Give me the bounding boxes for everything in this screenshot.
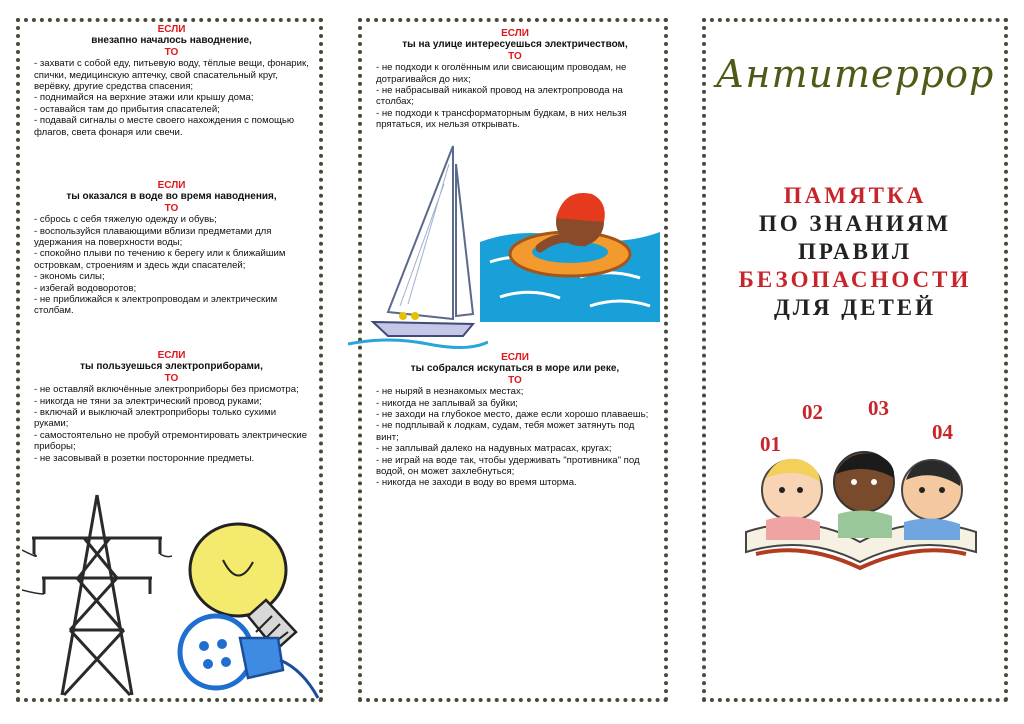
swimming-child-icon: [480, 182, 660, 322]
number-03: 03: [868, 396, 889, 420]
list-item: - не подходи к трансформаторным будкам, в них нельзя прятаться, их нельзя открывать.: [376, 108, 654, 131]
list-item: - не играй на воде так, чтобы удерживать "противника" под водой, он может захлебнуться;: [376, 455, 654, 478]
list-item: - экономь силы;: [34, 271, 309, 282]
list-item: - никогда не заходи в воду во время шторма.: [376, 477, 654, 488]
list-item: - подавай сигналы о месте своего нахождения с помощью флагов, света фонаря или свечи.: [34, 115, 309, 138]
list-item: - не засовывай в розетки посторонние предметы.: [34, 453, 309, 464]
rules-list: [34, 384, 309, 464]
number-01: 01: [760, 432, 781, 456]
sailboat-icon: [348, 144, 488, 354]
then-label: ТО: [508, 50, 522, 62]
list-item: - не подплывай к лодкам, судам, тебя может затянуть под винт;: [376, 420, 654, 443]
list-item: - спокойно плыви по течению к берегу или к ближайшим островкам, строениям и здесь жди спасателей;: [34, 248, 309, 271]
in-water-section: [34, 180, 309, 317]
title-line: ПРАВИЛ: [798, 239, 912, 264]
rules-list: [376, 386, 654, 489]
list-item: - воспользуйся плавающими вблизи предметами для удержания на поверхности воды;: [34, 226, 309, 249]
list-item: - не оставляй включённые электроприборы без присмотра;: [34, 384, 309, 395]
condition: внезапно началось наводнение,: [91, 35, 252, 47]
page-title: [706, 182, 1004, 322]
swimming-section: [376, 352, 654, 489]
condition: ты пользуешься электроприборами,: [80, 361, 263, 373]
rules-list: [34, 58, 309, 138]
list-item: - никогда не заплывай за буйки;: [376, 398, 654, 409]
list-item: - не приближайся к электропроводам и электрическим столбам.: [34, 294, 309, 317]
title-line: ПО ЗНАНИЯМ: [758, 211, 952, 236]
list-item: - не заплывай далеко на надувных матрасах, кругах;: [376, 443, 654, 454]
title-line: ДЛЯ ДЕТЕЙ: [773, 295, 937, 320]
list-item: - включай и выключай электроприборы только сухими руками;: [34, 407, 309, 430]
if-label: ЕСЛИ: [157, 24, 186, 35]
light-bulb-icon: [168, 520, 323, 700]
condition: ты на улице интересуешься электричеством,: [402, 39, 628, 51]
if-label: ЕСЛИ: [157, 180, 186, 191]
number-02: 02: [802, 400, 823, 424]
panel-middle: [358, 18, 668, 702]
if-label: ЕСЛИ: [157, 350, 186, 361]
title-line: БЕЗОПАСНОСТИ: [738, 267, 972, 292]
street-electricity-section: [376, 28, 654, 131]
panel-cover: [702, 18, 1008, 702]
list-item: - поднимайся на верхние этажи или крышу дома;: [34, 92, 309, 103]
list-item: - захвати с собой еду, питьевую воду, тёплые вещи, фонарик, спички, медицинскую аптечку, свой спасательный круг, верёвку, другие средства спасения;: [34, 58, 309, 92]
reading-children-icon: [736, 442, 984, 572]
then-label: ТО: [164, 46, 179, 58]
then-label: ТО: [508, 374, 522, 386]
rules-list: [376, 62, 654, 130]
list-item: - сбрось с себя тяжелую одежду и обувь;: [34, 214, 309, 225]
rules-list: [34, 214, 309, 317]
list-item: - оставайся там до прибытия спасателей;: [34, 104, 309, 115]
flood-section: [34, 24, 309, 138]
then-label: ТО: [164, 202, 179, 214]
appliances-section: [34, 350, 309, 464]
if-label: ЕСЛИ: [501, 352, 529, 363]
list-item: - самостоятельно не пробуй отремонтировать электрические приборы;: [34, 430, 309, 453]
list-item: - не ныряй в незнакомых местах;: [376, 386, 654, 397]
number-04: 04: [932, 420, 953, 444]
if-label: ЕСЛИ: [501, 28, 529, 39]
list-item: - не подходи к оголённым или свисающим проводам, не дотрагивайся до них;: [376, 62, 654, 85]
then-label: ТО: [164, 372, 179, 384]
list-item: - не набрасывай никакой провод на электропровода на столбах;: [376, 85, 654, 108]
title-line: ПАМЯТКА: [783, 183, 927, 208]
list-item: - не заходи на глубокое место, даже если хорошо плаваешь;: [376, 409, 654, 420]
brand-title: Антитеррор: [715, 52, 995, 96]
panel-left: [16, 18, 323, 702]
condition: ты оказался в воде во время наводнения,: [66, 191, 277, 203]
list-item: - никогда не тяни за электрический провод руками;: [34, 396, 309, 407]
power-tower-icon: [22, 490, 172, 700]
condition: ты собрался искупаться в море или реке,: [410, 363, 620, 375]
list-item: - избегай водоворотов;: [34, 283, 309, 294]
